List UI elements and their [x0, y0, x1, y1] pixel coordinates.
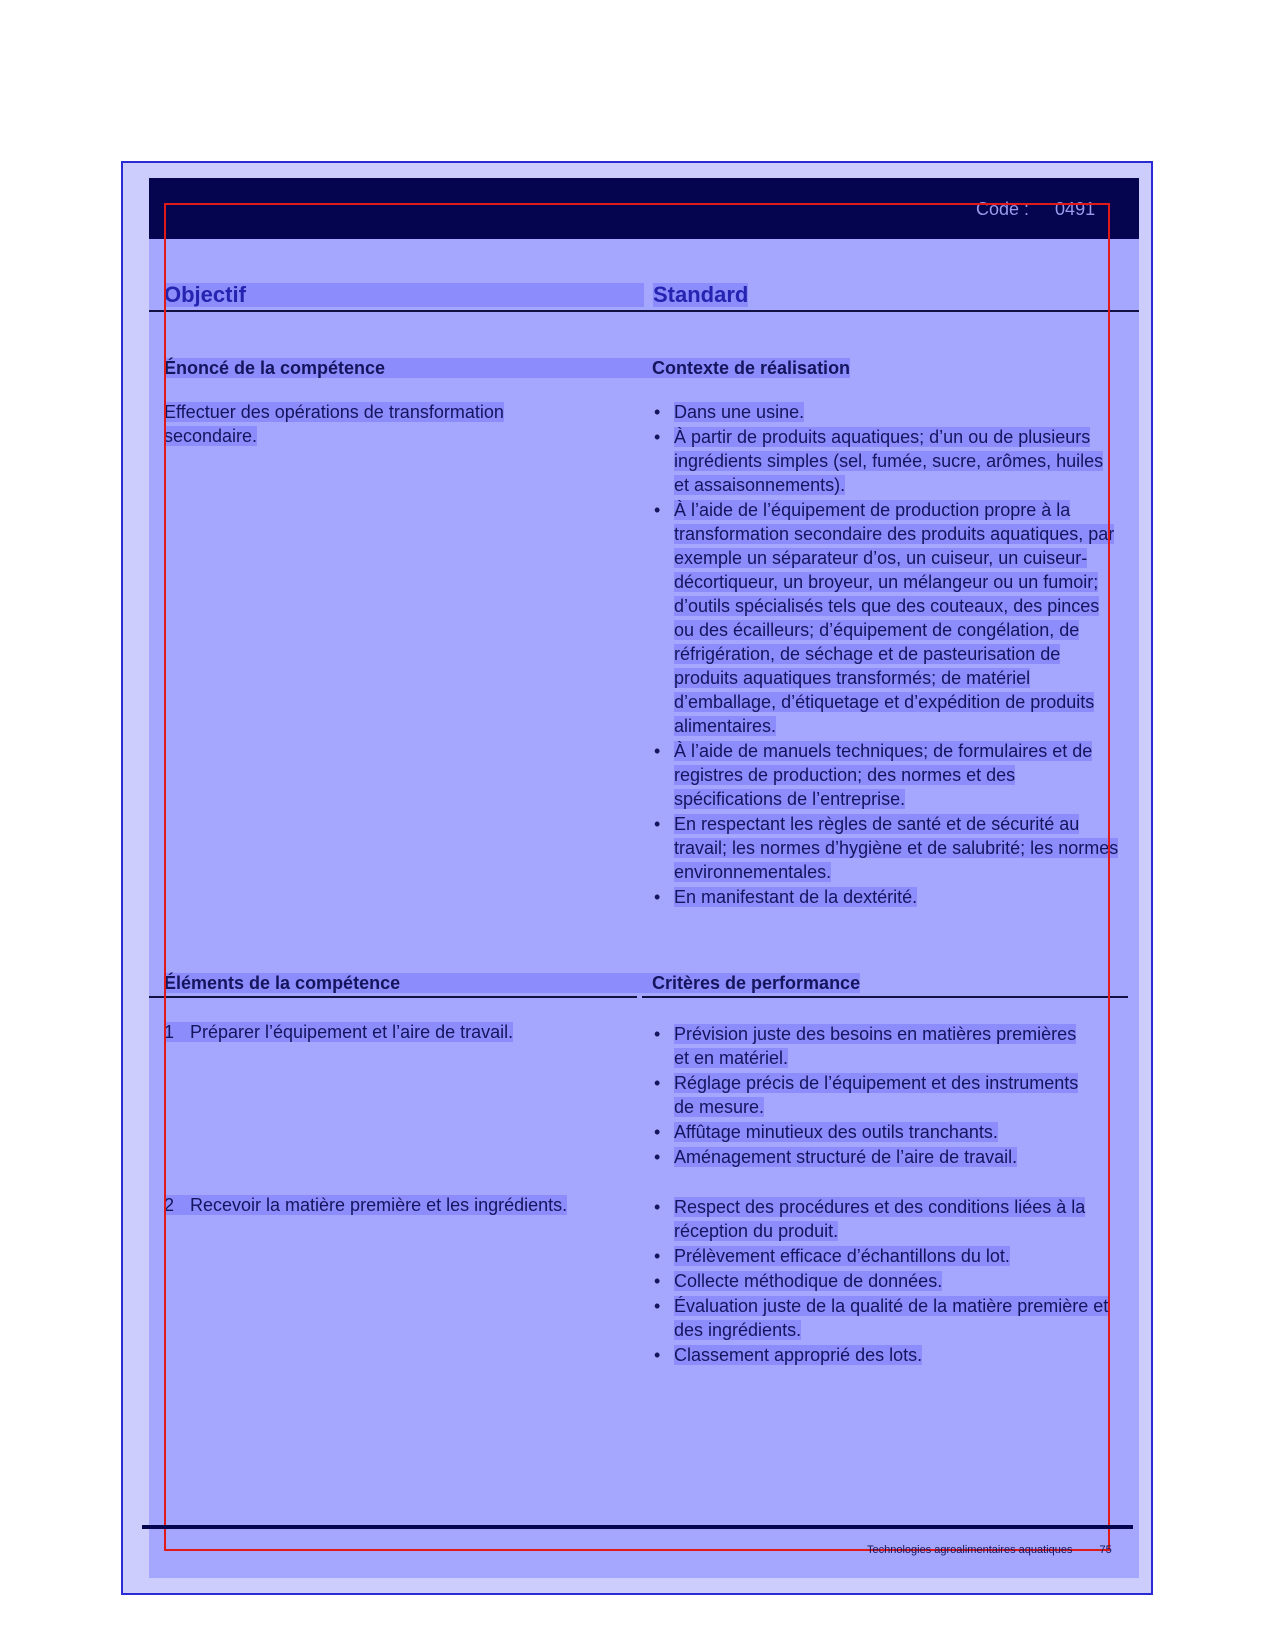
- contexte-item-text: À partir de produits aquatiques; d’un ou de plusieurs ingrédients simples (sel, fumée, sucre, arômes, huiles et assaisonnements).: [674, 427, 1104, 495]
- standard-title: Standard: [653, 282, 749, 307]
- contexte-item: [652, 812, 1122, 884]
- element-2-text: Recevoir la matière première et les ingrédients.: [190, 1195, 568, 1215]
- criterion-item: [652, 1343, 1122, 1367]
- criterion-item-text: Affûtage minutieux des outils tranchants.: [674, 1122, 998, 1142]
- contexte-item: [652, 400, 1122, 424]
- element-1-number: 1: [164, 1022, 175, 1042]
- criteria-list-1: [652, 1022, 1082, 1170]
- contexte-list: [652, 400, 1122, 910]
- footer: [867, 1544, 1112, 1556]
- enonce-text: [164, 400, 584, 448]
- criterion-item-text: Respect des procédures et des conditions liées à la réception du produit.: [674, 1197, 1086, 1241]
- code-value: 0491: [1055, 199, 1096, 219]
- code-label: [976, 199, 1095, 221]
- enonce-title: Énoncé de la compétence: [164, 358, 652, 378]
- criterion-item-text: Aménagement structuré de l’aire de travail.: [674, 1147, 1018, 1167]
- contexte-item-text: En manifestant de la dextérité.: [674, 887, 918, 907]
- criterion-item: [652, 1022, 1082, 1070]
- criteres-title: Critères de performance: [652, 973, 861, 993]
- element-1-text: Préparer l’équipement et l’aire de travail.: [190, 1022, 514, 1042]
- elements-rule-left: [149, 996, 637, 998]
- criterion-item: [652, 1120, 1082, 1144]
- elements-rule-right: [642, 996, 1128, 998]
- criterion-item-text: Prélèvement efficace d’échantillons du lot.: [674, 1246, 1010, 1266]
- criterion-item: [652, 1294, 1122, 1342]
- contexte-item-text: À l’aide de l’équipement de production propre à la transformation secondaire des produits aquatiques, par exemple un séparateur d’os, un cuiseur, un cuiseur-décortiqueur, un broyeur, un mélangeur ou un fumoir; d’outils spécialisés tels que des couteaux, des pinces ou des écailleurs; d’équipement de congélation, de réfrigération, de séchage et de pasteurisation de produits aquatiques transformés; de matériel d’emballage, d’étiquetage et d’expédition de produits alimentaires.: [674, 500, 1115, 736]
- criterion-item-text: Réglage précis de l’équipement et des instruments de mesure.: [674, 1073, 1079, 1117]
- criterion-item-text: Évaluation juste de la qualité de la matière première et des ingrédients.: [674, 1296, 1109, 1340]
- code-label-text: Code :: [976, 199, 1030, 219]
- contexte-item: [652, 425, 1122, 497]
- footer-page-number: 75: [1099, 1544, 1112, 1556]
- contexte-item-text: En respectant les règles de santé et de sécurité au travail; les normes d’hygiène et de salubrité; les normes environnementales.: [674, 814, 1119, 882]
- footer-program: Technologies agroalimentaires aquatiques: [867, 1544, 1073, 1556]
- criterion-item-text: Prévision juste des besoins en matières premières et en matériel.: [674, 1024, 1077, 1068]
- contexte-item-text: Dans une usine.: [674, 402, 805, 422]
- criteria-list-2: [652, 1195, 1122, 1368]
- criterion-item: [652, 1269, 1122, 1293]
- objectif-title: Objectif: [164, 283, 644, 307]
- contexte-item: [652, 739, 1122, 811]
- elements-title: Éléments de la compétence: [164, 973, 652, 993]
- contexte-item-text: À l’aide de manuels techniques; de formulaires et de registres de production; des normes et des spécifications de l’entreprise.: [674, 741, 1093, 809]
- element-2-label: [164, 1193, 652, 1217]
- criterion-item-text: Collecte méthodique de données.: [674, 1271, 943, 1291]
- contexte-item: [652, 885, 1122, 909]
- criterion-item: [652, 1145, 1082, 1169]
- footer-rule: [142, 1525, 1133, 1529]
- element-2-number: 2: [164, 1195, 175, 1215]
- criterion-item: [652, 1244, 1122, 1268]
- criterion-item: [652, 1195, 1122, 1243]
- criterion-item-text: Classement approprié des lots.: [674, 1345, 923, 1365]
- header-rule: [149, 310, 1139, 312]
- element-1-label: [164, 1020, 652, 1044]
- enonce-text-content: Effectuer des opérations de transformation secondaire.: [164, 402, 504, 446]
- criterion-item: [652, 1071, 1082, 1119]
- contexte-item: [652, 498, 1122, 738]
- contexte-title: Contexte de réalisation: [652, 358, 851, 378]
